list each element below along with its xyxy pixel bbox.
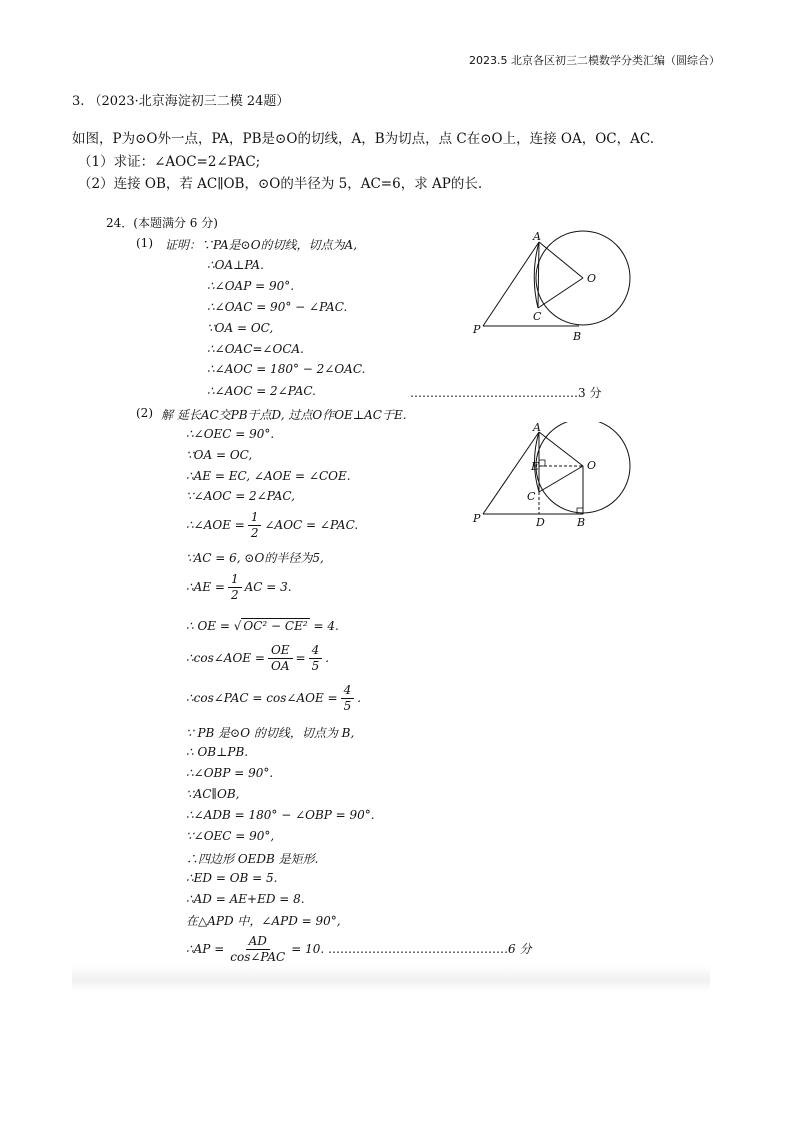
ap-suffix: = 10.: [291, 942, 325, 956]
part2-line: ∴四边形 OEDB 是矩形.: [186, 852, 319, 866]
question-part2: （2）连接 OB，若 AC∥OB，⊙O的半径为 5，AC=6，求 AP的长.: [78, 176, 483, 192]
label-c: C: [533, 310, 542, 323]
label-e: E: [531, 460, 540, 473]
part2-line: ∵OA = OC,: [186, 448, 253, 462]
part1-line: ∴∠AOC = 2∠PAC.: [207, 384, 316, 398]
ap-fraction: $\frac{AD}{\text{cos∠PAC}}$: [230, 934, 286, 964]
four-fifths-fraction: $\frac{4}{5}$: [341, 683, 355, 714]
part1-line: ∴∠AOC = 180° − 2∠OAC.: [207, 362, 366, 376]
figure-1: [470, 228, 640, 346]
part1-line: ∵OA = OC,: [207, 321, 274, 335]
segment-oc: [539, 466, 583, 492]
oe-suffix: = 4.: [313, 619, 339, 633]
cos-aoe-equation: [186, 643, 329, 674]
part2-line: 解 延长AC交PB于点D, 过点O作OE⊥AC于E.: [161, 408, 407, 422]
segment-oc: [538, 278, 583, 308]
ap-equation: [186, 934, 531, 965]
label-p: P: [473, 512, 481, 525]
scan-bottom-shade: [72, 965, 710, 991]
part2-line: ∵∠AOC = 2∠PAC,: [186, 489, 295, 503]
period: .: [357, 691, 362, 705]
segment-ac: [538, 242, 539, 308]
part1-line: ∴∠OAC = 90° − ∠PAC.: [207, 300, 348, 314]
part1-line: ∴∠OAP = 90°.: [207, 279, 295, 293]
aoe-equation: [186, 510, 358, 541]
part2-line: ∵AC∥OB,: [186, 787, 240, 801]
right-angle-e: [539, 460, 545, 466]
part2-line: ∴ OB⊥PB.: [186, 745, 249, 759]
aoe-prefix: ∴∠AOE =: [186, 518, 245, 532]
solution-title: 24．(本题满分 6 分): [106, 216, 218, 230]
label-d: D: [536, 516, 545, 529]
part2-line: ∴∠OBP = 90°.: [186, 766, 274, 780]
aoe-suffix: ∠AOC = ∠PAC.: [264, 518, 359, 532]
part1-line: ∴OA⊥PA.: [207, 258, 264, 272]
part2-line: ∴∠ADB = 180° − ∠OBP = 90°.: [186, 808, 375, 822]
segment-oa: [539, 432, 583, 466]
half-fraction: $\frac{1}{2}$: [248, 510, 262, 541]
oe-prefix: ∴ OE =: [186, 619, 230, 633]
ae-suffix: AC = 3.: [244, 580, 292, 594]
oe-oa-fraction: $\frac{OE}{OA}$: [268, 643, 293, 674]
part1-score: ……………………………………3 分: [410, 386, 602, 400]
part1-line: ∴∠OAC=∠OCA.: [207, 342, 304, 356]
part1-line: 证明：∵PA是⊙O的切线，切点为A,: [165, 238, 358, 252]
part2-line: 在△APD 中，∠APD = 90°,: [186, 914, 341, 928]
label-c: C: [527, 490, 536, 503]
label-b: B: [573, 330, 582, 343]
label-o: O: [587, 272, 597, 285]
part2-score: ………………………………………6 分: [328, 942, 532, 956]
label-b: B: [577, 516, 586, 529]
cos-pac-prefix: ∴cos∠PAC = cos∠AOE =: [186, 691, 338, 705]
label-p: P: [473, 323, 481, 336]
ac-given: ∵AC = 6, ⊙O的半径为5,: [186, 551, 324, 565]
cos-pac-equation: [186, 683, 361, 714]
ae-equation: [186, 572, 292, 603]
figure-2: [470, 422, 640, 534]
page-header: 2023.5 北京各区初三二模数学分类汇编（圆综合）: [469, 54, 720, 67]
part2-line: ∴∠OEC = 90°.: [186, 427, 275, 441]
part2-line: ∴AE = EC, ∠AOE = ∠COE.: [186, 469, 351, 483]
four-fifths-fraction: $\frac{4}{5}$: [309, 643, 323, 674]
part2-line: ∴AD = AE+ED = 8.: [186, 892, 305, 906]
tangent-pa: [483, 242, 539, 326]
half-fraction: $\frac{1}{2}$: [228, 572, 242, 603]
label-a: A: [533, 230, 541, 243]
period: .: [325, 651, 330, 665]
question-part1: （1）求证：∠AOC=2∠PAC;: [78, 154, 261, 170]
ae-prefix: ∴AE =: [186, 580, 225, 594]
part2-label: (2): [136, 406, 153, 420]
cos-aoe-prefix: ∴cos∠AOE =: [186, 651, 265, 665]
part1-label: (1): [136, 236, 153, 250]
sqrt-body: OC² − CE²: [243, 619, 308, 633]
part2-line: ∵ PB 是⊙O 的切线，切点为 B,: [186, 726, 355, 740]
part2-line: ∵∠OEC = 90°,: [186, 829, 275, 843]
label-o: O: [587, 459, 597, 472]
part2-line: ∴ED = OB = 5.: [186, 871, 278, 885]
ap-prefix: ∴AP =: [186, 942, 225, 956]
label-a: A: [533, 422, 541, 434]
segment-oa: [539, 242, 583, 278]
oe-equation: ∴ OE = √ OC² − CE² = 4.: [186, 619, 339, 633]
equals-sign: =: [295, 651, 306, 665]
question-statement: 如图，P为⊙O外一点，PA，PB是⊙O的切线，A，B为切点，点 C在⊙O上，连接 OA，OC，AC.: [72, 131, 655, 147]
question-source: 3. （2023·北京海淀初三二模 24题）: [72, 94, 290, 109]
